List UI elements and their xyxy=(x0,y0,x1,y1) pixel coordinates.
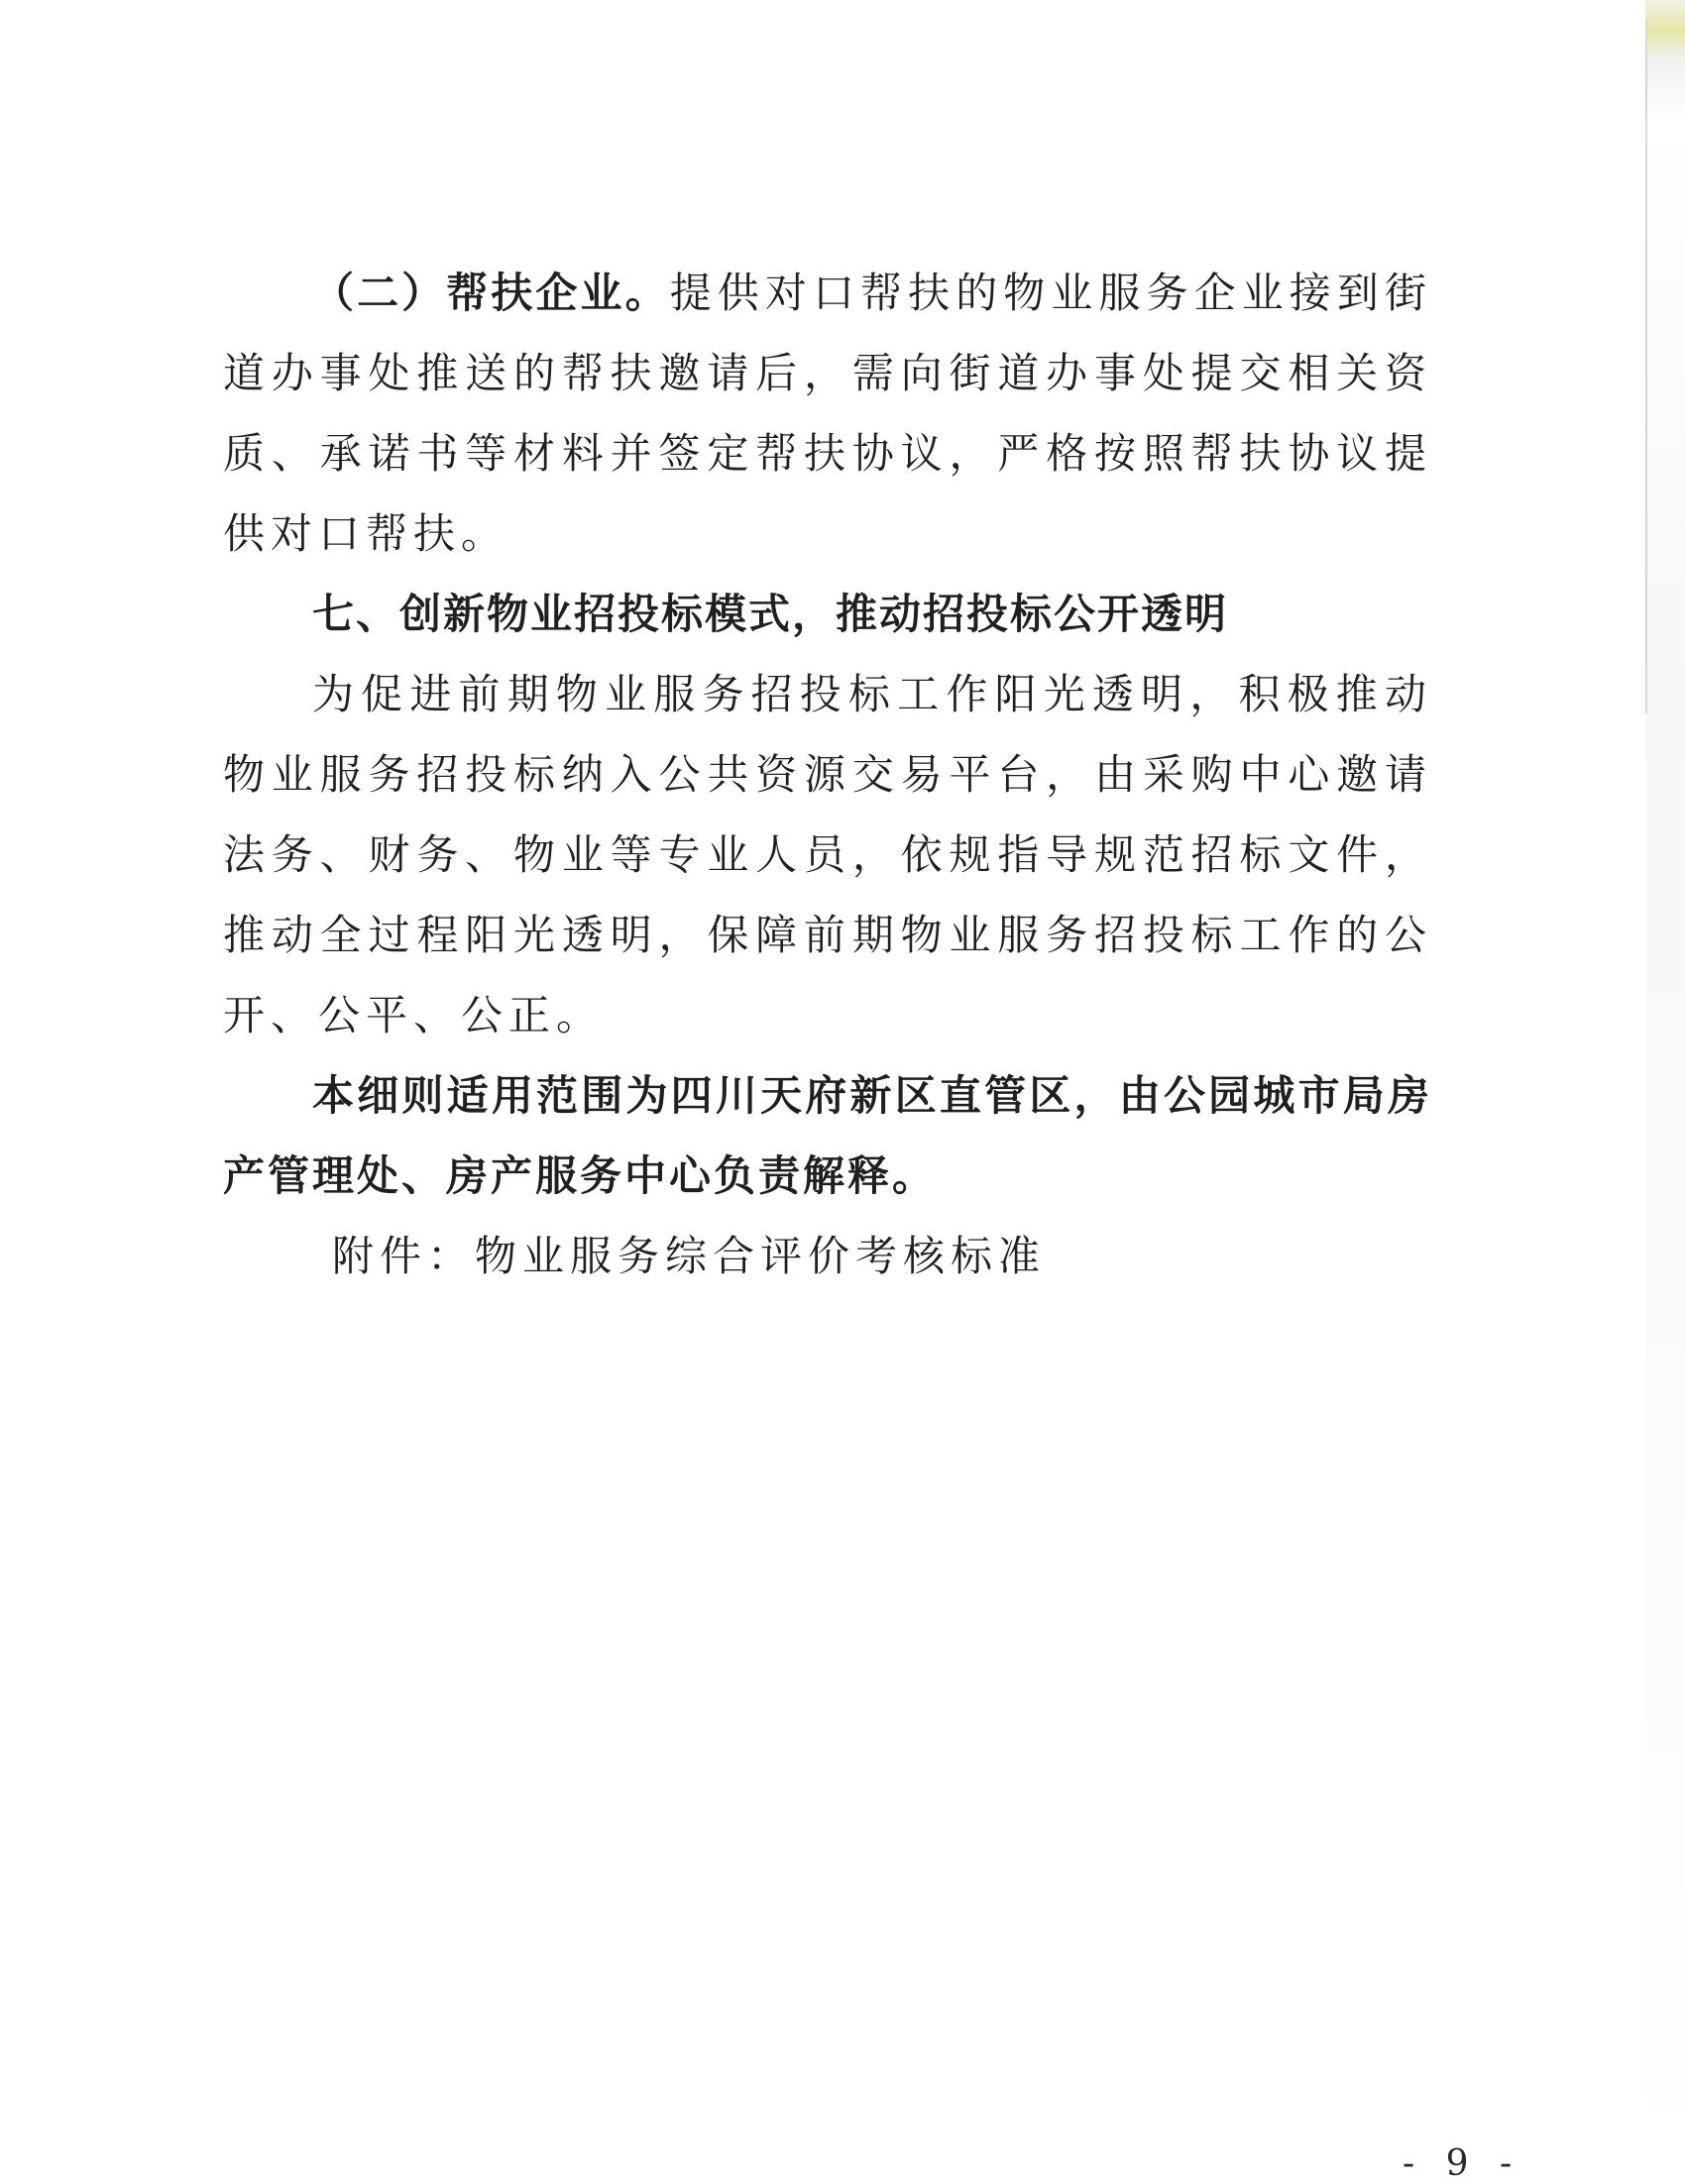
document-body xyxy=(223,253,1432,1296)
paragraph-assist-enterprise xyxy=(223,253,1432,574)
paragraph-assist-enterprise-text: 提供对口帮扶的物业服务企业接到街道办事处推送的帮扶邀请后，需向街道办事处提交相关资质、承诺书等材料并签定帮扶协议，严格按照帮扶协议提供对口帮扶。 xyxy=(223,269,1432,558)
attachment-line: 附件：物业服务综合评价考核标准 xyxy=(332,1232,1047,1280)
scan-edge-strip xyxy=(1645,0,1685,2180)
page-number: - 9 - xyxy=(1403,2143,1522,2184)
scope-statement: 本细则适用范围为四川天府新区直管区，由公园城市局房产管理处、房产服务中心负责解释。 xyxy=(223,1071,1432,1200)
section-heading-7: 七、创新物业招投标模式，推动招投标公开透明 xyxy=(312,590,1229,638)
paragraph-section-7: 为促进前期物业服务招投标工作阳光透明，积极推动物业服务招投标纳入公共资源交易平台，由采购中心邀请法务、财务、物业等专业人员，依规指导规范招标文件，推动全过程阳光透明，保障前期物业服务招投标工作的公开、公平、公正。 xyxy=(223,670,1432,1039)
subheading-assist-enterprise: （二）帮扶企业。 xyxy=(312,269,670,317)
scan-edge-line xyxy=(1645,20,1647,713)
